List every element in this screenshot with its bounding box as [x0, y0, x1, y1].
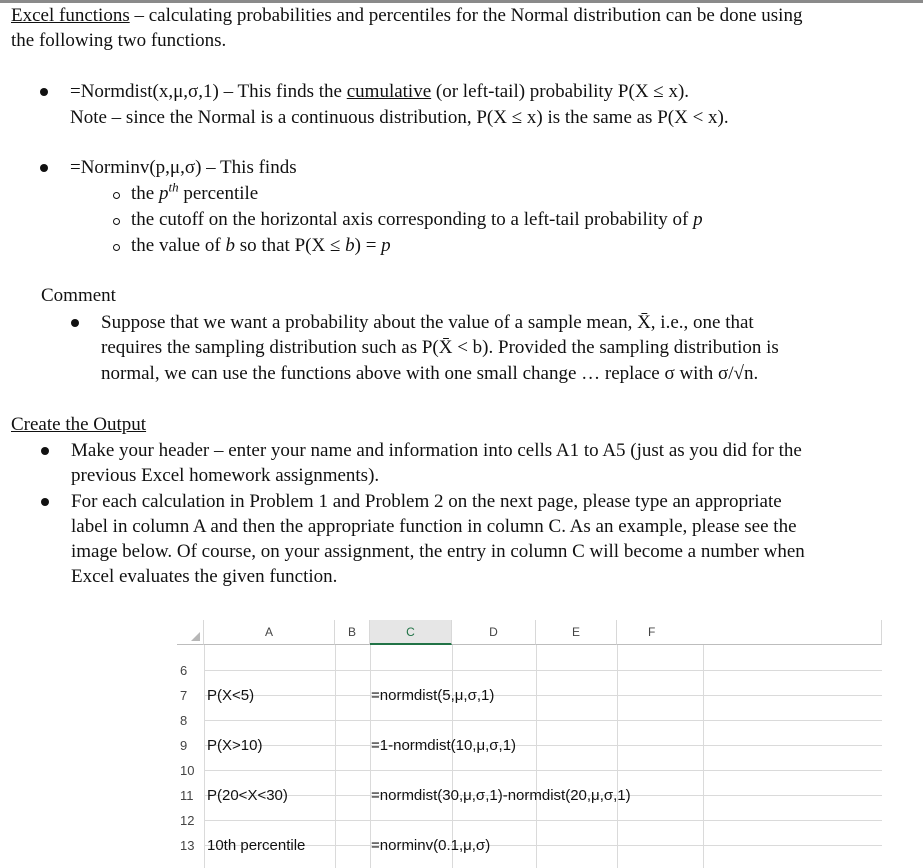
sub1-sup: th — [168, 179, 179, 195]
row-header[interactable]: 7 — [180, 688, 188, 703]
sub3-pre: the value of — [131, 235, 226, 256]
row-header[interactable]: 9 — [180, 738, 188, 753]
comment-line-3: normal, we can use the functions above with one small change … replace σ with σ/√n. — [101, 363, 759, 384]
sub2-text: the cutoff on the horizontal axis corresponding to a left-tail probability of — [131, 209, 694, 230]
cell-a13[interactable]: 10th percentile — [207, 837, 306, 854]
normdist-rest: (or left-tail) probability P(X ≤ x). — [431, 81, 690, 102]
output-b1-line-1: Make your header – enter your name and information into cells A1 to A5 (just as you did for the — [71, 440, 802, 461]
output-b2-line-1: For each calculation in Problem 1 and Problem 2 on the next page, please type an appropriate — [71, 491, 782, 512]
sub3-var: b — [225, 235, 235, 256]
column-header-e[interactable]: E — [536, 620, 617, 645]
normdist-formula: =Normdist(x,μ,σ,1) – This finds the — [70, 81, 347, 102]
sub3-var3: p — [381, 235, 391, 256]
comment-title: Comment — [41, 285, 116, 306]
comment-line-1: Suppose that we want a probability about the value of a sample mean, X̄, i.e., one that — [101, 312, 754, 333]
normdist-cumulative: cumulative — [346, 81, 432, 102]
column-header-c[interactable]: C — [370, 620, 452, 645]
norminv-sub-2 — [131, 208, 703, 232]
bullet-dot — [41, 447, 49, 455]
column-header-b[interactable]: B — [335, 620, 370, 645]
row-header[interactable]: 8 — [180, 713, 188, 728]
intro-line-1 — [11, 4, 802, 28]
norminv-formula: =Norminv(p,μ,σ) – This finds — [70, 157, 297, 178]
norminv-sub-3 — [131, 234, 391, 258]
comment-line-2: requires the sampling distribution such as P(X̄ < b). Provided the sampling distribution is — [101, 337, 779, 358]
row-header[interactable]: 6 — [180, 663, 188, 678]
intro-heading: Excel functions — [11, 5, 130, 26]
sub1-pre: the — [131, 183, 159, 204]
column-header-a[interactable]: A — [204, 620, 335, 645]
sub2-var: p — [693, 209, 703, 230]
cell-c7[interactable]: =normdist(5,μ,σ,1) — [371, 687, 495, 704]
top-rule — [0, 0, 923, 3]
cell-c11[interactable]: =normdist(30,μ,σ,1)-normdist(20,μ,σ,1) — [371, 787, 631, 804]
cell-c9[interactable]: =1-normdist(10,μ,σ,1) — [371, 737, 517, 754]
output-b2-line-2: label in column A and then the appropriate function in column C. As an example, please see the — [71, 516, 797, 537]
sub1-var: p — [158, 183, 169, 204]
sub-bullet-circle — [113, 244, 120, 251]
cell-a9[interactable]: P(X>10) — [207, 737, 263, 754]
output-title: Create the Output — [11, 414, 147, 435]
sub3-end: ) = — [354, 235, 382, 256]
bullet-dot — [40, 88, 48, 96]
output-b2-line-4: Excel evaluates the given function. — [71, 566, 338, 587]
row-header[interactable]: 13 — [180, 838, 195, 853]
cell-a11[interactable]: P(20<X<30) — [207, 787, 288, 804]
intro-text-1: – calculating probabilities and percentiles for the Normal distribution can be done using — [129, 5, 803, 26]
row-header[interactable]: 10 — [180, 763, 195, 778]
cell-c13[interactable]: =norminv(0.1,μ,σ) — [371, 837, 491, 854]
spreadsheet — [177, 620, 882, 868]
sub3-var2: b — [345, 235, 355, 256]
sub-bullet-circle — [113, 218, 120, 225]
intro-line-2: the following two functions. — [11, 30, 227, 51]
sub1-post: percentile — [178, 183, 259, 204]
bullet-dot — [40, 164, 48, 172]
cell-a7[interactable]: P(X<5) — [207, 687, 255, 704]
bullet-dot — [71, 319, 79, 327]
bullet-dot — [41, 498, 49, 506]
row-header[interactable]: 12 — [180, 813, 195, 828]
column-header-d[interactable]: D — [452, 620, 536, 645]
output-b2-line-3: image below. Of course, on your assignment, the entry in column C will become a number when — [71, 541, 805, 562]
select-all-corner[interactable] — [177, 620, 204, 645]
row-header[interactable]: 11 — [180, 788, 194, 803]
output-b1-line-2: previous Excel homework assignments). — [71, 465, 380, 486]
sub3-post: so that P(X ≤ — [234, 235, 346, 256]
norminv-sub-1 — [131, 179, 259, 206]
normdist-note: Note – since the Normal is a continuous distribution, P(X ≤ x) is the same as P(X < x). — [70, 107, 729, 128]
normdist-line — [70, 80, 689, 104]
column-header-f[interactable]: F — [617, 620, 882, 645]
sub-bullet-circle — [113, 192, 120, 199]
